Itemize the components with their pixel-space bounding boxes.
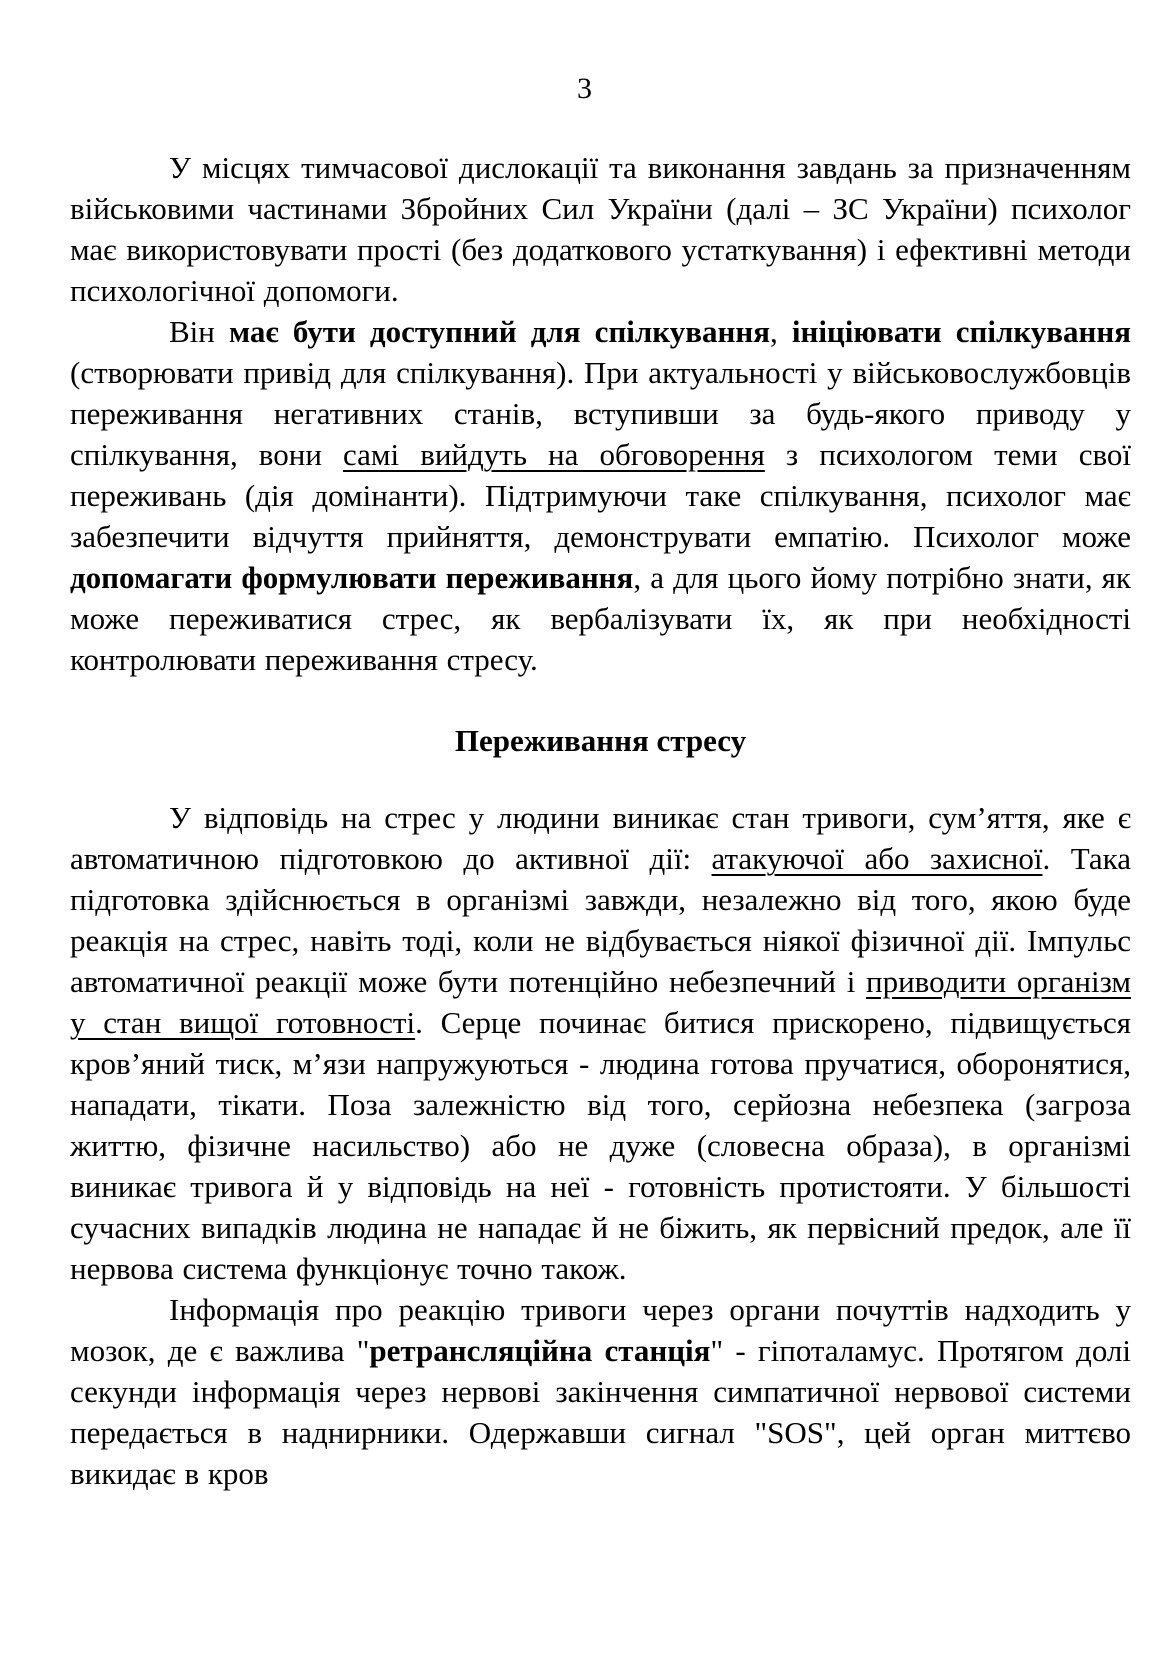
bold-text-run: ініціювати спілкування bbox=[791, 314, 1132, 349]
text-run: У місцях тимчасової дислокації та виконання завдань за призначенням військовими частинами Збройних Сил України (далі – ЗС України) психолог має використовувати прості (без додаткового устаткування) і ефективні методи психологічної допомоги. bbox=[70, 150, 1131, 308]
bold-text-run: має бути доступний для спілкування bbox=[229, 314, 770, 349]
underlined-text-run: атакуючої або захисної bbox=[711, 841, 1043, 876]
paragraph-psychologist-role bbox=[70, 311, 1131, 680]
underlined-text-run: приводити організм у стан вищої готовності bbox=[70, 964, 1131, 1040]
text-run: Інформація про реакцію тривоги через органи почуттів надходить у мозок, де є важлива " bbox=[70, 1292, 1131, 1368]
text-run: (створювати привід для спілкування). При актуальності у військовослужбовців переживання негативних станів, вступивши за будь-якого приводу у спілкування, вони bbox=[70, 355, 1131, 472]
bold-text-run: ретрансляційна станція bbox=[369, 1333, 711, 1368]
text-run: У відповідь на стрес у людини виникає стан тривоги, сум’яття, яке є автоматичною підготовкою до активної дії: bbox=[70, 800, 1131, 876]
paragraph-alarm-information bbox=[70, 1289, 1131, 1494]
text-run: . Серце починає битися прискорено, підвищується кров’яний тиск, м’язи напружуються - людина готова пручатися, оборонятися, нападати, тікати. Поза залежністю від того, серйозна небезпека (загроза життю, фізичне насильство) або не дуже (словесна образа), в організмі виникає тривога й у відповідь на неї - готовність протистояти. У більшості сучасних випадків людина не нападає й не біжить, як первісний предок, але її нервова система функціонує точно також. bbox=[70, 1005, 1131, 1286]
page-number: 3 bbox=[577, 72, 592, 105]
paragraph-stress-response bbox=[70, 797, 1131, 1289]
page-content bbox=[0, 147, 1169, 1494]
text-run: , а для цього йому потрібно знати, як може переживатися стрес, як вербалізувати їх, як при необхідності контролювати переживання стресу. bbox=[70, 560, 1131, 677]
text-run: " - гіпоталамус. Протягом долі секунди інформація через нервові закінчення симпатичної нервової системи передається в наднирники. Одержавши сигнал "SOS", цей орган миттєво викидає в кров bbox=[70, 1333, 1132, 1491]
underlined-text-run: самі вийдуть на обговорення bbox=[343, 437, 765, 472]
text-run: з психологом теми свої переживань (дія домінанти). Підтримуючи таке спілкування, психолог має забезпечити відчуття прийняття, демонструвати емпатію. Психолог може bbox=[70, 437, 1131, 554]
text-run: Він bbox=[169, 314, 229, 349]
text-run: . Така підготовка здійснюється в організмі завжди, незалежно від того, якою буде реакція на стрес, навіть тоді, коли не відбувається ніякої фізичної дії. Імпульс автоматичної реакції може бути потенційно небезпечний і bbox=[70, 841, 1131, 999]
text-run: , bbox=[769, 314, 792, 349]
bold-text-run: допомагати формулювати переживання bbox=[70, 560, 634, 595]
section-heading: Переживання стресу bbox=[454, 723, 747, 758]
paragraph-intro bbox=[70, 147, 1131, 311]
